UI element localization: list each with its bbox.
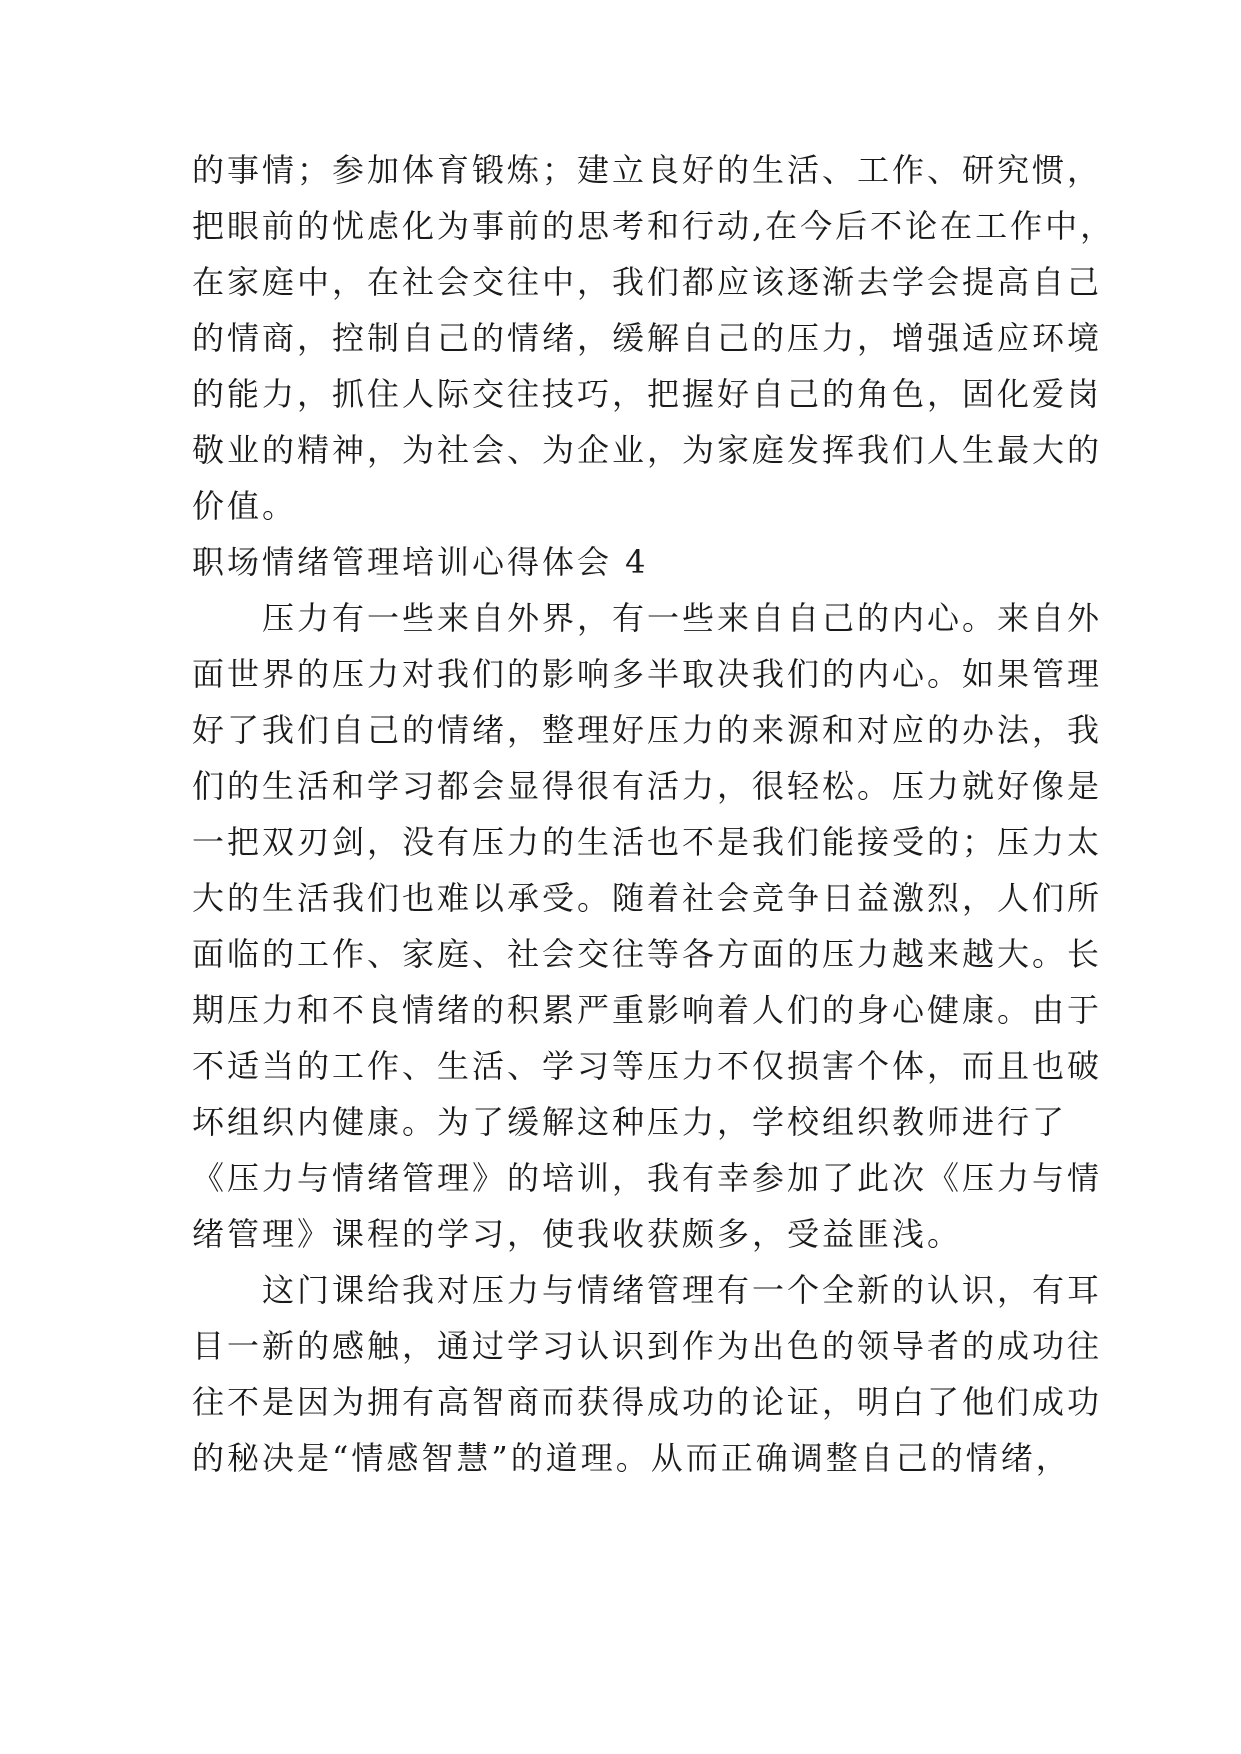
text-line: 一把双刃剑，没有压力的生活也不是我们能接受的；压力太 <box>192 823 1103 861</box>
text-line: 大的生活我们也难以承受。随着社会竞争日益激烈，人们所 <box>192 879 1103 917</box>
text-line: 们的生活和学习都会显得很有活力，很轻松。压力就好像是 <box>192 767 1103 805</box>
text-line: 期压力和不良情绪的积累严重影响着人们的身心健康。由于 <box>192 991 1103 1029</box>
text-line: 价值。 <box>192 487 298 525</box>
text-line: 把眼前的忧虑化为事前的思考和行动,在今后不论在工作中， <box>192 207 1116 245</box>
text-line: 的秘决是“情感智慧”的道理。从而正确调整自己的情绪， <box>192 1439 1071 1477</box>
text-line: 不适当的工作、生活、学习等压力不仅损害个体，而且也破 <box>192 1047 1103 1085</box>
text-line: 压力有一些来自外界，有一些来自自己的内心。来自外 <box>192 599 1103 637</box>
text-line: 好了我们自己的情绪，整理好压力的来源和对应的办法，我 <box>192 711 1103 749</box>
text-line: 的能力，抓住人际交往技巧，把握好自己的角色，固化爱岗 <box>192 375 1103 413</box>
text-line: 《压力与情绪管理》的培训，我有幸参加了此次《压力与情 <box>192 1159 1103 1197</box>
text-line: 这门课给我对压力与情绪管理有一个全新的认识，有耳 <box>192 1271 1103 1309</box>
text-line: 在家庭中，在社会交往中，我们都应该逐渐去学会提高自己 <box>192 263 1103 301</box>
text-line: 面世界的压力对我们的影响多半取决我们的内心。如果管理 <box>192 655 1103 693</box>
text-line: 敬业的精神，为社会、为企业，为家庭发挥我们人生最大的 <box>192 431 1103 469</box>
text-line: 面临的工作、家庭、社会交往等各方面的压力越来越大。长 <box>192 935 1103 973</box>
text-line: 目一新的感触，通过学习认识到作为出色的领导者的成功往 <box>192 1327 1103 1365</box>
text-line: 往不是因为拥有高智商而获得成功的论证，明白了他们成功 <box>192 1383 1103 1421</box>
text-line: 绪管理》课程的学习，使我收获颇多，受益匪浅。 <box>192 1215 963 1253</box>
text-line: 的事情；参加体育锻炼；建立良好的生活、工作、研究惯， <box>192 151 1103 189</box>
section-heading: 职场情绪管理培训心得体会 4 <box>192 543 649 581</box>
text-line: 的情商，控制自己的情绪，缓解自己的压力，增强适应环境 <box>192 319 1103 357</box>
text-line: 坏组织内健康。为了缓解这种压力，学校组织教师进行了 <box>192 1103 1068 1141</box>
